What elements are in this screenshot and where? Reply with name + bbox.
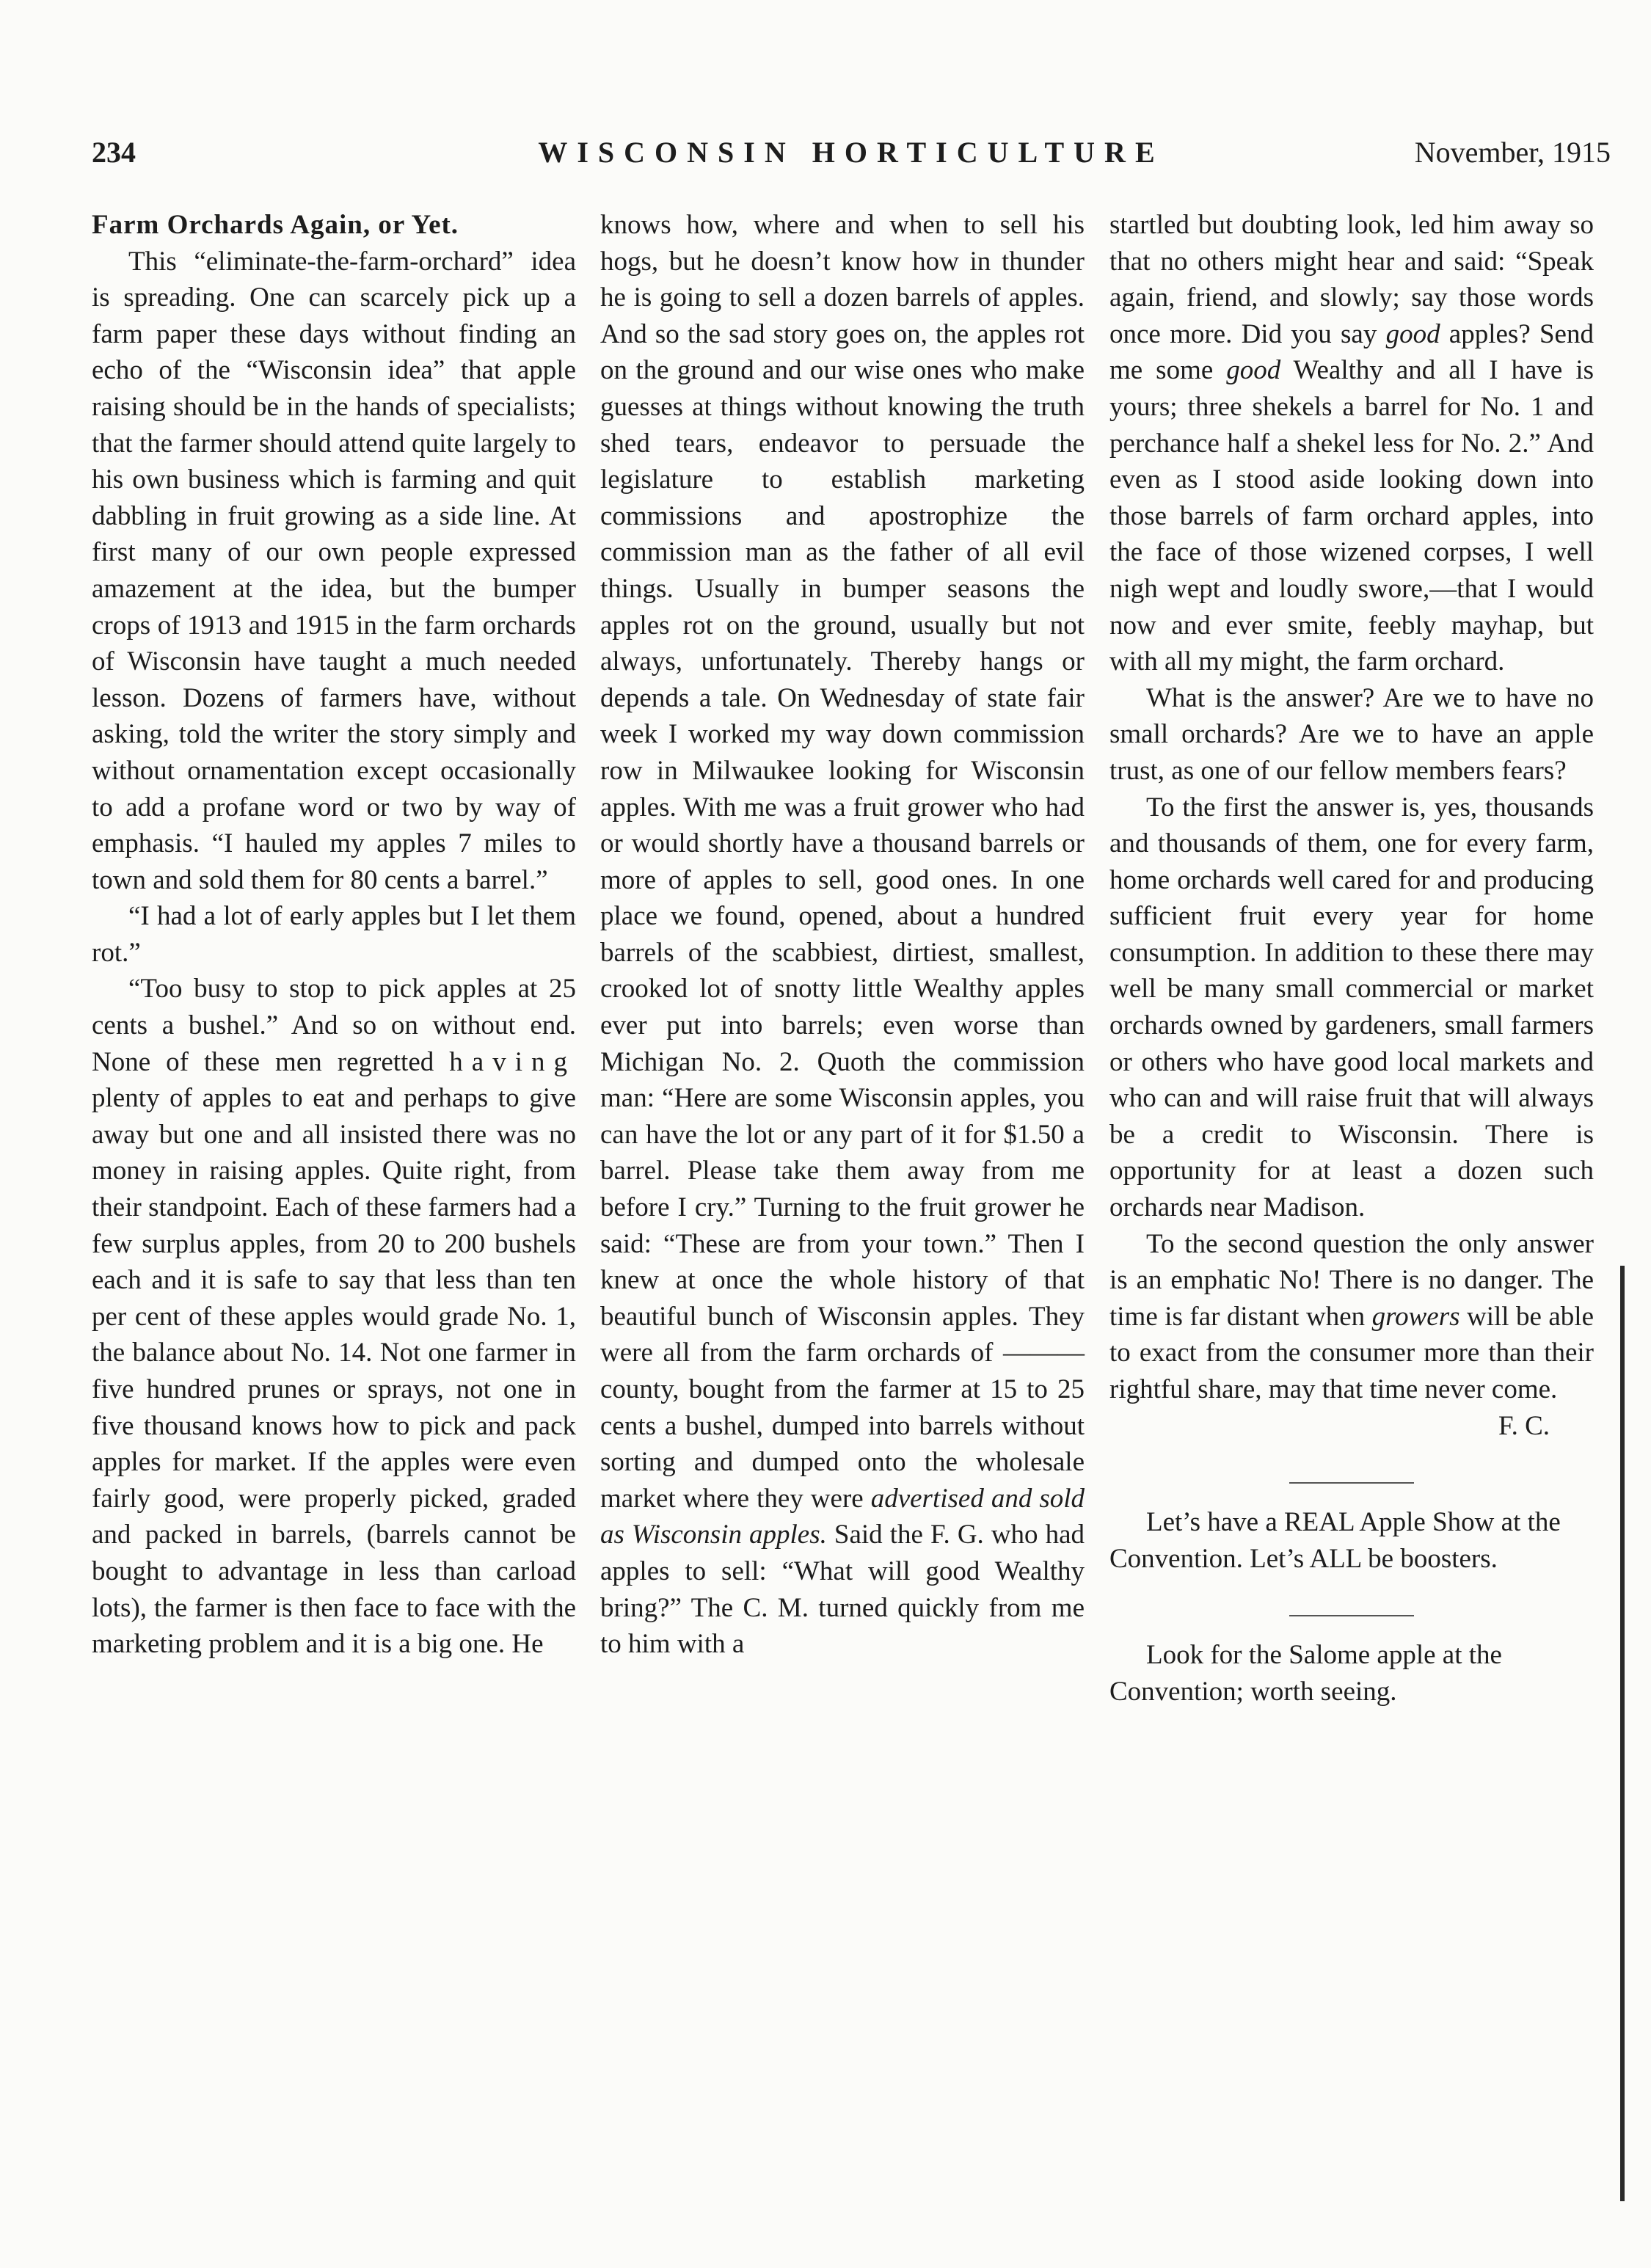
page-header xyxy=(92,131,1611,175)
publication-title: WISCONSIN HORTICULTURE xyxy=(538,136,1165,169)
divider xyxy=(1289,1482,1414,1484)
paragraph: To the first the answer is, yes, thousands and thousands of them, one for every farm, home orchards well cared for and producing sufficient fruit every year for home consumption. In addition to these there may well be many small commercial or market orchards owned by gardeners, small farmers or others who have good local markets and who can and will raise fruit that will always be a credit to Wisconsin. There is opportunity for at least a dozen such orchards near Madison. xyxy=(1109,792,1594,1223)
paragraph: What is the answer? Are we to have no small orchards? Are we to have an apple trust, as one of our fellow members fears? xyxy=(1109,682,1594,786)
text-run: apples? Send me some xyxy=(1109,318,1594,386)
text-run: startled but doubting look, led him away so that no others might hear and said: “Speak again, friend, and slowly; say those words once more. Did you say xyxy=(1109,210,1594,349)
divider xyxy=(1289,1615,1414,1616)
paragraph xyxy=(92,971,576,1662)
page-number: 234 xyxy=(92,136,136,169)
apple-show-notice: Let’s have a REAL Apple Show at the Convention. Let’s ALL be boosters. xyxy=(1109,1507,1561,1574)
text-run: Wealthy and all I have is yours; three shekels a barrel for No. 1 and perchance half a shekel less for No. 2.” And even as I stood aside looking down into those barrels of farm orchard apples, into the face of those wizened corpses, I well nigh wept and loudly swore,—that I would now and ever smite, feebly mayhap, but with all my might, the farm orchard. xyxy=(1109,355,1594,677)
article-title: Farm Orchards Again, or Yet. xyxy=(92,210,459,240)
italic-word: good xyxy=(1226,355,1281,386)
text-run: knows how, where and when to sell his hogs, but he doesn’t know how in thunder he is going to sell a dozen barrels of apples. And so the sad story goes on, the apples rot on the ground and our wise ones who make guesses at things without knowing the truth shed tears, endeavor to persuade the legislature to establish marketing commissions and apostrophize the commission man as the father of all evil things. Usually in bumper seasons the apples rot on the ground, usually but not always, unfortunately. Thereby hangs or depends a tale. On Wednesday of state fair week I worked my way down commission row in Milwaukee looking for Wisconsin apples. With me was a fruit grower who had or would shortly have a thousand barrels or more of apples to sell, good ones. In one place we found, opened, about a hundred barrels of the scabbiest, dirtiest, smallest, crooked lot of snotty little Wealthy apples ever put into barrels; even worse than Michigan No. 2. Quoth the commission man: “Here are some Wisconsin apples, you can have the lot or any part of it for $1.50 a barrel. Please take them away from me before I cry.” Turning to the fruit grower he said: “These are from your town.” Then I knew at once the whole history of that beautiful bunch of Wisconsin apples. They were all from the farm orchards of ——— county, bought from the farmer at 15 to 25 cents a bushel, dumped into barrels without sorting and dumped onto the wholesale market where they were xyxy=(600,210,1085,1514)
salome-notice: Look for the Salome apple at the Convention; worth seeing. xyxy=(1109,1640,1502,1707)
paragraph: This “eliminate-the-farm-orchard” idea is spreading. One can scarcely pick up a farm paper these days without finding an echo of the “Wisconsin idea” that apple raising should be in the hands of specialists; that the farmer should attend quite largely to his own business which is farming and quit dabbling in fruit growing as a side line. At first many of our own people expressed amazement at the idea, but the bumper crops of 1913 and 1915 in the farm orchards of Wisconsin have taught a much needed lesson. Dozens of farmers have, without asking, told the writer the story simply and without ornamentation except occasionally to add a profane word or two by way of emphasis. “I hauled my apples 7 miles to town and sold them for 80 cents a barrel.” xyxy=(92,246,576,895)
text-run: Said the F. G. who had apples to sell: “What will good Wealthy bring?” The C. M. turned quickly from me to him with a xyxy=(600,1520,1085,1660)
column-3 xyxy=(1109,207,1594,1710)
paragraph: “I had a lot of early apples but I let them rot.” xyxy=(92,901,576,968)
text-run: “Too busy to stop to pick apples at 25 cents a bushel.” And so on without end. None of these men regretted xyxy=(92,974,576,1077)
spaced-word: having xyxy=(449,1046,576,1077)
column-2 xyxy=(600,207,1085,1663)
italic-word: growers xyxy=(1371,1301,1460,1332)
italic-word: good xyxy=(1385,318,1440,349)
page-edge-line xyxy=(1620,1266,1625,2201)
paragraph xyxy=(1109,207,1594,680)
paragraph xyxy=(600,207,1085,1663)
signature: F. C. xyxy=(1498,1410,1550,1441)
text-run: plenty of apples to eat and perhaps to give away but one and all insisted there was no money in raising apples. Quite right, from their standpoint. Each of these farmers had a few surplus apples, from 20 to 200 bushels each and it is safe to say that less than ten per cent of these apples would grade No. 1, the balance about No. 14. Not one farmer in five hundred prunes or sprays, not one in five thousand knows how to pick and pack apples for market. If the apples were even fairly good, were properly picked, graded and packed in barrels, (barrels cannot be bought to advantage in less than carload lots), the farmer is then face to face with the marketing problem and it is a big one. He xyxy=(92,1083,576,1660)
text-run: To the second question the only answer is an emphatic No! There is no danger. The time is far distant when xyxy=(1109,1228,1594,1332)
text-run: will be able to exact from the consumer more than their rightful share, may that time never come. xyxy=(1109,1301,1594,1404)
italic-phrase: advertised and sold as Wisconsin apples. xyxy=(600,1483,1085,1550)
issue-date: November, 1915 xyxy=(1414,136,1611,169)
column-1 xyxy=(92,207,576,1663)
paragraph xyxy=(1109,1226,1594,1441)
